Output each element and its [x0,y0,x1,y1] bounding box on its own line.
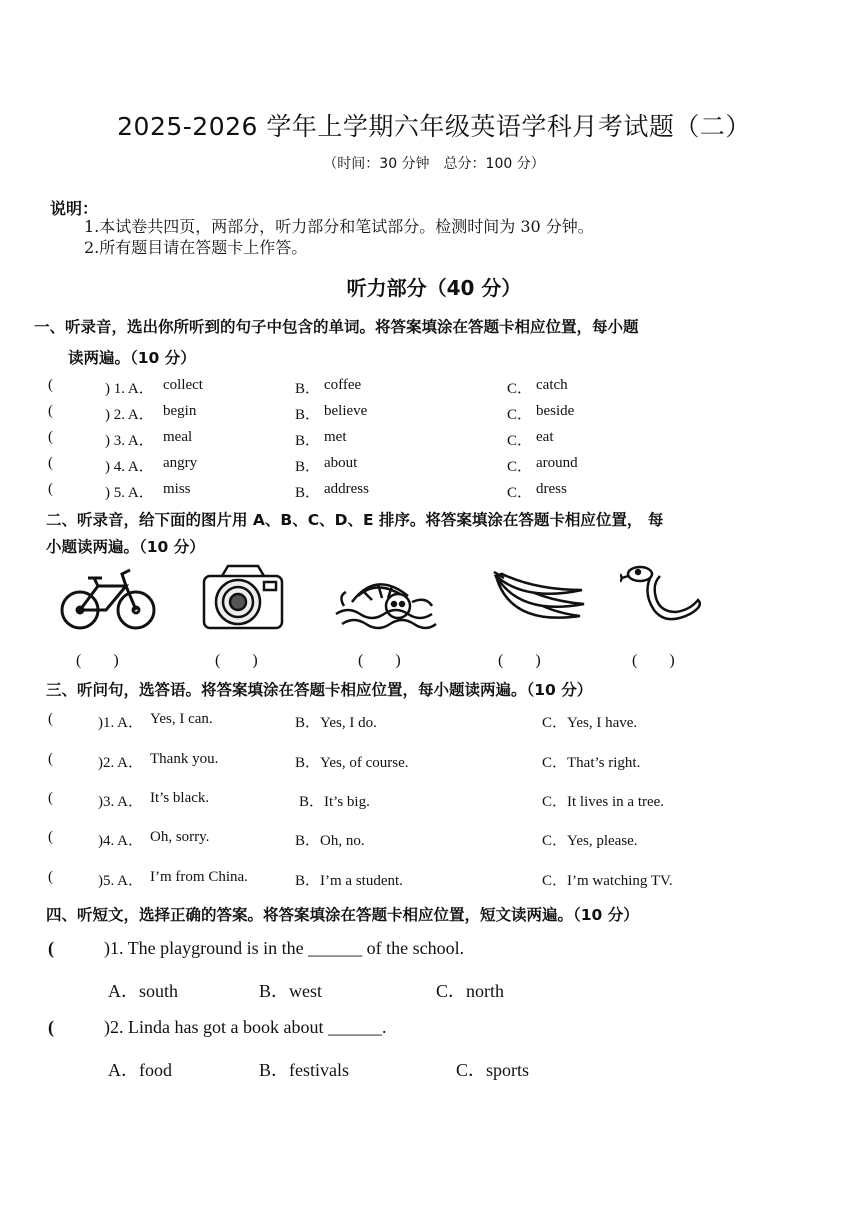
option-a: meal [163,429,193,445]
option-a: I’m from China. [150,869,248,885]
option-a: miss [163,481,191,497]
answer-bracket[interactable]: ( [48,481,53,497]
answer-bracket[interactable]: ( [48,829,53,845]
camera-icon [200,562,286,632]
answer-bracket[interactable]: ( [48,711,53,727]
picture-answer-blank[interactable]: ( ) [632,652,675,669]
answer-bracket[interactable]: ( [48,790,53,806]
answer-bracket[interactable]: ( [48,429,53,445]
answer-bracket[interactable]: ( [48,869,53,885]
option-b: met [324,429,347,445]
turtle-icon [332,566,440,632]
option-b-label: B． [295,459,321,475]
option-a: Thank you. [150,751,219,767]
option-b-label: B． [295,485,321,501]
option-b: believe [324,403,368,419]
section1-instruction-line2: 读两遍。（10 分） [68,349,196,367]
option-b: B．I’m a student. [295,873,403,889]
option-c-label: C． [507,381,533,397]
bicycle-icon [58,566,158,632]
question-stem: )1. The playground is in the ______ of the school. [104,938,465,958]
option-b: B．Oh, no. [295,833,365,849]
question-number: ) 5. A． [105,485,154,501]
option-c: C．I’m watching TV. [542,873,673,889]
note-line-1: 1.本试卷共四页，两部分，听力部分和笔试部分。检测时间为 30 分钟。 [84,217,594,236]
option-b: B．Yes, of course. [295,755,409,771]
option-a: Oh, sorry. [150,829,210,845]
option-c: C．Yes, please. [542,833,638,849]
question-number: ) 1. A． [105,381,154,397]
option-b: address [324,481,369,497]
section2-instruction-line2: 小题读两遍。（10 分） [46,538,205,556]
answer-bracket[interactable]: ( [48,938,54,958]
option-c: C．Yes, I have. [542,715,638,731]
question-number: )3. A． [98,794,144,810]
answer-bracket[interactable]: ( [48,377,53,393]
option-a: A．food [108,1060,172,1080]
option-b: coffee [324,377,362,393]
option-b: about [324,455,358,471]
bananas-icon [490,566,588,632]
section1-instruction-line1: 一、听录音，选出你所听到的句子中包含的单词。将答案填涂在答题卡相应位置，每小题 [34,318,639,336]
question-number: )5. A． [98,873,144,889]
option-c: eat [536,429,554,445]
picture-answer-blank[interactable]: ( ) [498,652,541,669]
option-c: beside [536,403,575,419]
option-c: around [536,455,578,471]
option-b-label: B． [295,433,321,449]
answer-bracket[interactable]: ( [48,751,53,767]
snake-icon [620,562,710,632]
exam-subtitle: （时间：30 分钟 总分：100 分） [323,156,545,172]
question-number: )4. A． [98,833,144,849]
option-b-label: B． [295,407,321,423]
option-a: begin [163,403,197,419]
option-a: A．south [108,981,179,1001]
option-c: C．north [436,981,505,1001]
section2-instruction-line1: 二、听录音，给下面的图片用 A、B、C、D、E 排序。将答案填涂在答题卡相应位置， 每 [46,511,664,529]
note-line-2: 2.所有题目请在答题卡上作答。 [84,238,308,257]
option-b: B．Yes, I do. [295,715,377,731]
picture-answer-blank[interactable]: ( ) [76,652,119,669]
option-c: C．sports [456,1060,530,1080]
picture-answer-blank[interactable]: ( ) [215,652,258,669]
question-number: )2. A． [98,755,144,771]
section3-instruction: 三、听问句，选答语。将答案填涂在答题卡相应位置，每小题读两遍。（10 分） [46,681,593,699]
answer-bracket[interactable]: ( [48,1017,54,1037]
question-number: ) 2. A． [105,407,154,423]
option-c: catch [536,377,568,393]
option-c: C．It lives in a tree. [542,794,665,810]
listening-part-title: 听力部分（40 分） [346,276,522,300]
option-c: dress [536,481,567,497]
option-a: angry [163,455,198,471]
question-number: ) 4. A． [105,459,154,475]
option-b: B．west [259,981,322,1001]
notes-heading: 说明： [50,199,99,218]
option-c-label: C． [507,485,533,501]
option-b-label: B． [295,381,321,397]
picture-answer-blank[interactable]: ( ) [358,652,401,669]
option-c: C．That’s right. [542,755,641,771]
exam-title: 2025-2026 学年上学期六年级英语学科月考试题（二） [117,112,751,141]
option-c-label: C． [507,433,533,449]
option-b: B．It’s big. [299,794,370,810]
option-b: B．festivals [259,1060,349,1080]
option-a: collect [163,377,203,393]
option-a: Yes, I can. [150,711,213,727]
question-number: )1. A． [98,715,144,731]
answer-bracket[interactable]: ( [48,403,53,419]
option-a: It’s black. [150,790,210,806]
question-number: ) 3. A． [105,433,154,449]
section4-instruction: 四、听短文，选择正确的答案。将答案填涂在答题卡相应位置，短文读两遍。（10 分） [46,906,639,924]
question-stem: )2. Linda has got a book about ______. [104,1017,387,1037]
answer-bracket[interactable]: ( [48,455,53,471]
option-c-label: C． [507,407,533,423]
option-c-label: C． [507,459,533,475]
